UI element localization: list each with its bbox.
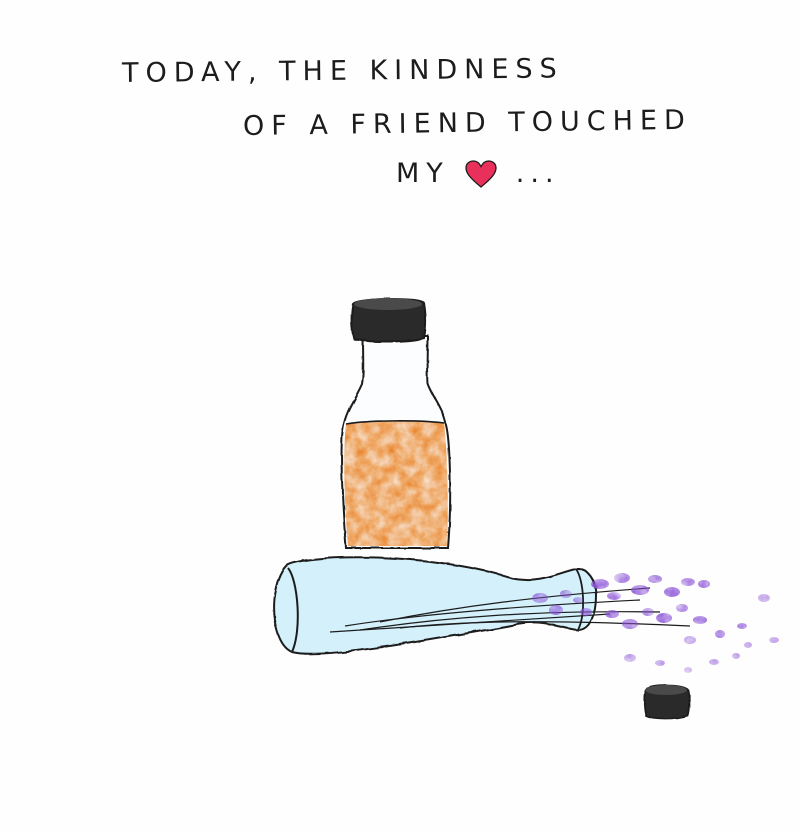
bottle-liquid <box>344 421 448 546</box>
loose-cap <box>644 685 689 719</box>
caption-line-1: TODAY, THE KINDNESS <box>121 53 564 89</box>
cap-top <box>354 298 422 310</box>
upright-bottle <box>342 298 451 548</box>
fallen-bottle <box>274 557 690 654</box>
caption-line-2: OF A FRIEND TOUCHED <box>242 104 693 142</box>
caption-ellipsis: ... <box>515 158 560 189</box>
caption-word-my: MY <box>396 158 450 189</box>
